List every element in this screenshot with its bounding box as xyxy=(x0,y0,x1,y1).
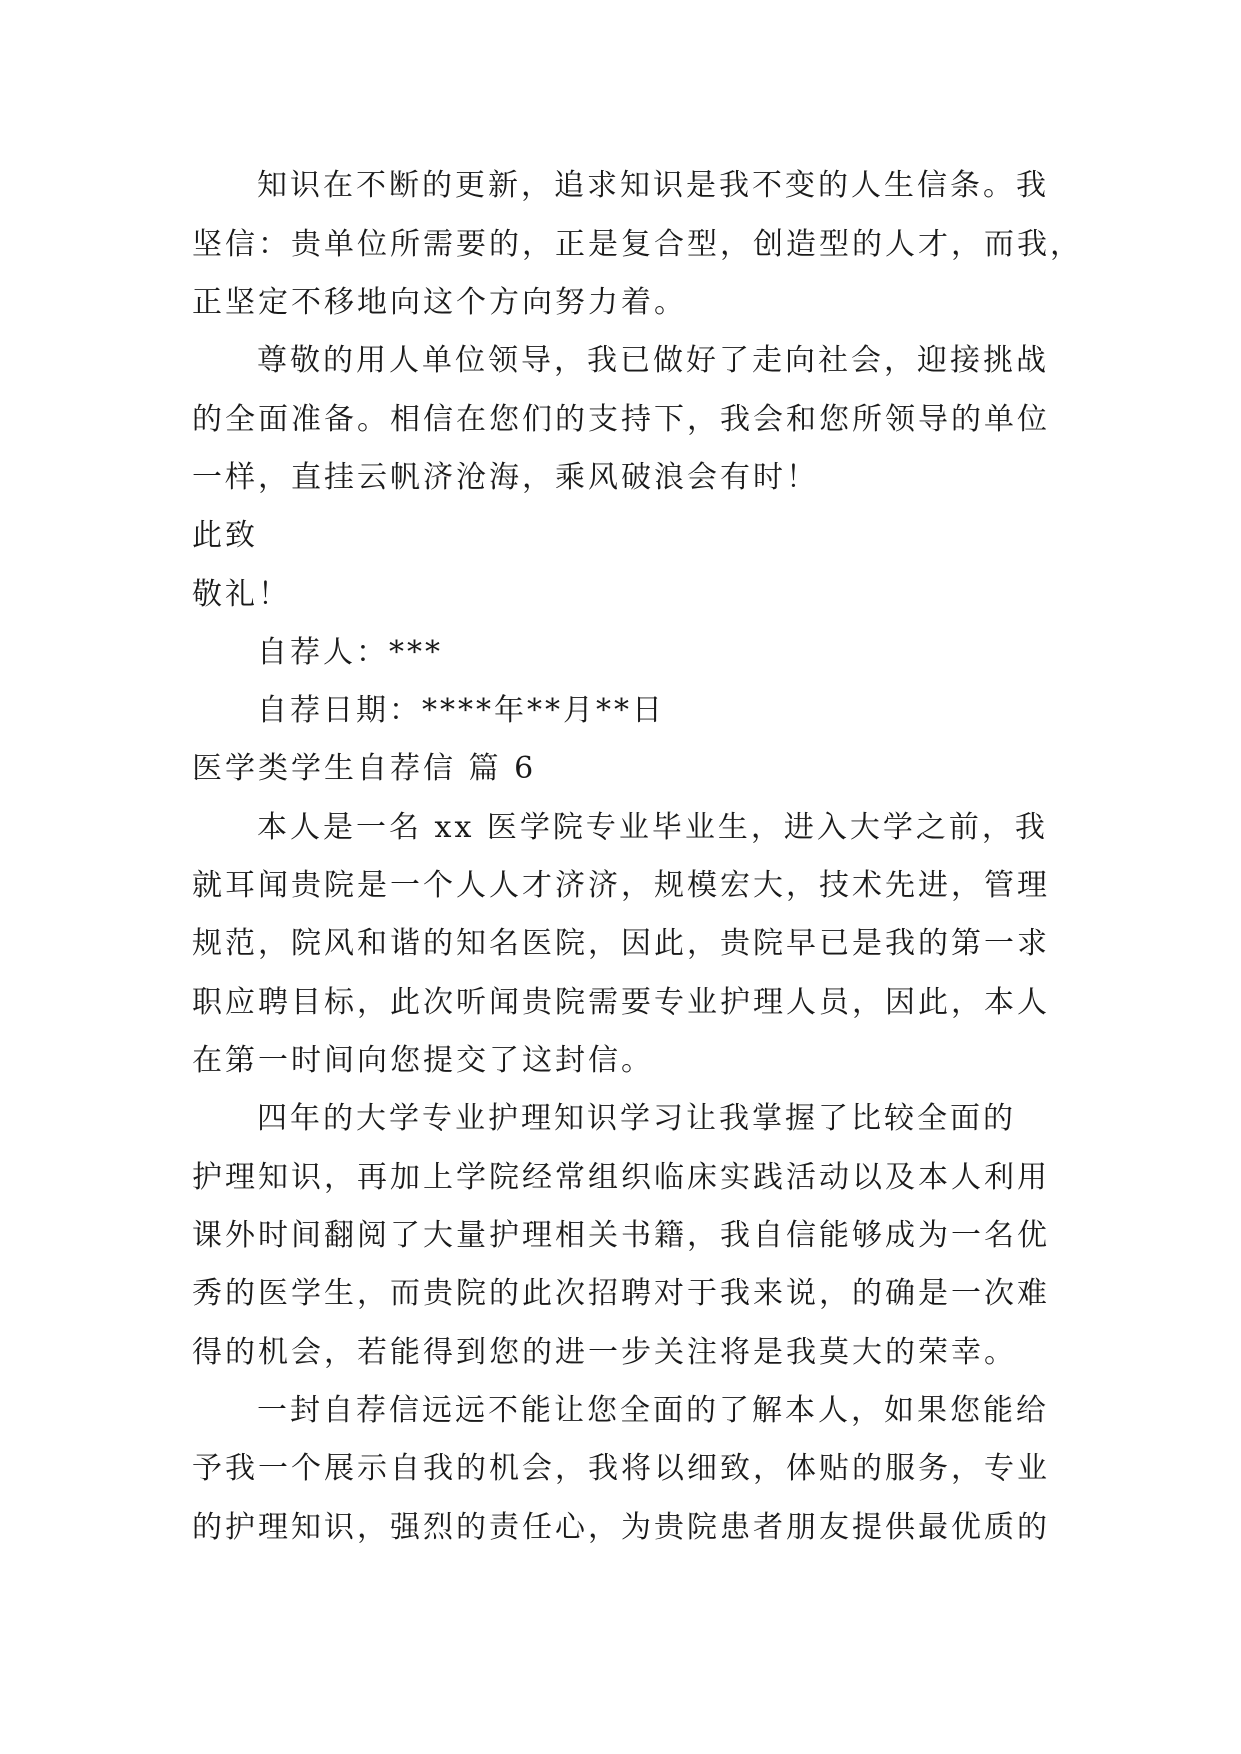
text-line: 四年的大学专业护理知识学习让我掌握了比较全面的 xyxy=(257,1101,1016,1136)
text-line: 的护理知识，强烈的责任心，为贵院患者朋友提供最优质的 xyxy=(192,1510,1050,1545)
text-line: 护理知识，再加上学院经常组织临床实践活动以及本人利用 xyxy=(192,1160,1050,1195)
section-heading: 医学类学生自荐信 篇 6 xyxy=(192,751,537,786)
text-line: 的全面准备。相信在您们的支持下，我会和您所领导的单位 xyxy=(192,402,1050,437)
closing-salutation: 此致 xyxy=(192,518,258,553)
closing-regards: 敬礼！ xyxy=(192,577,291,612)
text-line: 坚信：贵单位所需要的，正是复合型，创造型的人才，而我， xyxy=(192,227,1083,262)
text-line: 秀的医学生，而贵院的此次招聘对于我来说，的确是一次难 xyxy=(192,1276,1050,1311)
text-line: 一样，直挂云帆济沧海，乘风破浪会有时！ xyxy=(192,460,819,495)
text-line: 就耳闻贵院是一个人人才济济，规模宏大，技术先进，管理 xyxy=(192,868,1050,903)
text-line: 予我一个展示自我的机会，我将以细致，体贴的服务，专业 xyxy=(192,1451,1050,1486)
text-line: 正坚定不移地向这个方向努力着。 xyxy=(192,285,687,320)
text-line: 课外时间翻阅了大量护理相关书籍，我自信能够成为一名优 xyxy=(192,1218,1050,1253)
date-line: 自荐日期：****年**月**日 xyxy=(257,693,665,728)
text-line: 一封自荐信远远不能让您全面的了解本人，如果您能给 xyxy=(257,1393,1049,1428)
text-line: 知识在不断的更新，追求知识是我不变的人生信条。我 xyxy=(257,168,1049,203)
signature-line: 自荐人：*** xyxy=(257,635,443,670)
text-line: 本人是一名 xx 医学院专业毕业生，进入大学之前，我 xyxy=(257,810,1048,845)
text-line: 职应聘目标，此次听闻贵院需要专业护理人员，因此，本人 xyxy=(192,985,1050,1020)
text-line: 得的机会，若能得到您的进一步关注将是我莫大的荣幸。 xyxy=(192,1335,1017,1370)
text-line: 尊敬的用人单位领导，我已做好了走向社会，迎接挑战 xyxy=(257,343,1049,378)
text-line: 在第一时间向您提交了这封信。 xyxy=(192,1043,654,1078)
text-line: 规范，院风和谐的知名医院，因此，贵院早已是我的第一求 xyxy=(192,926,1050,961)
